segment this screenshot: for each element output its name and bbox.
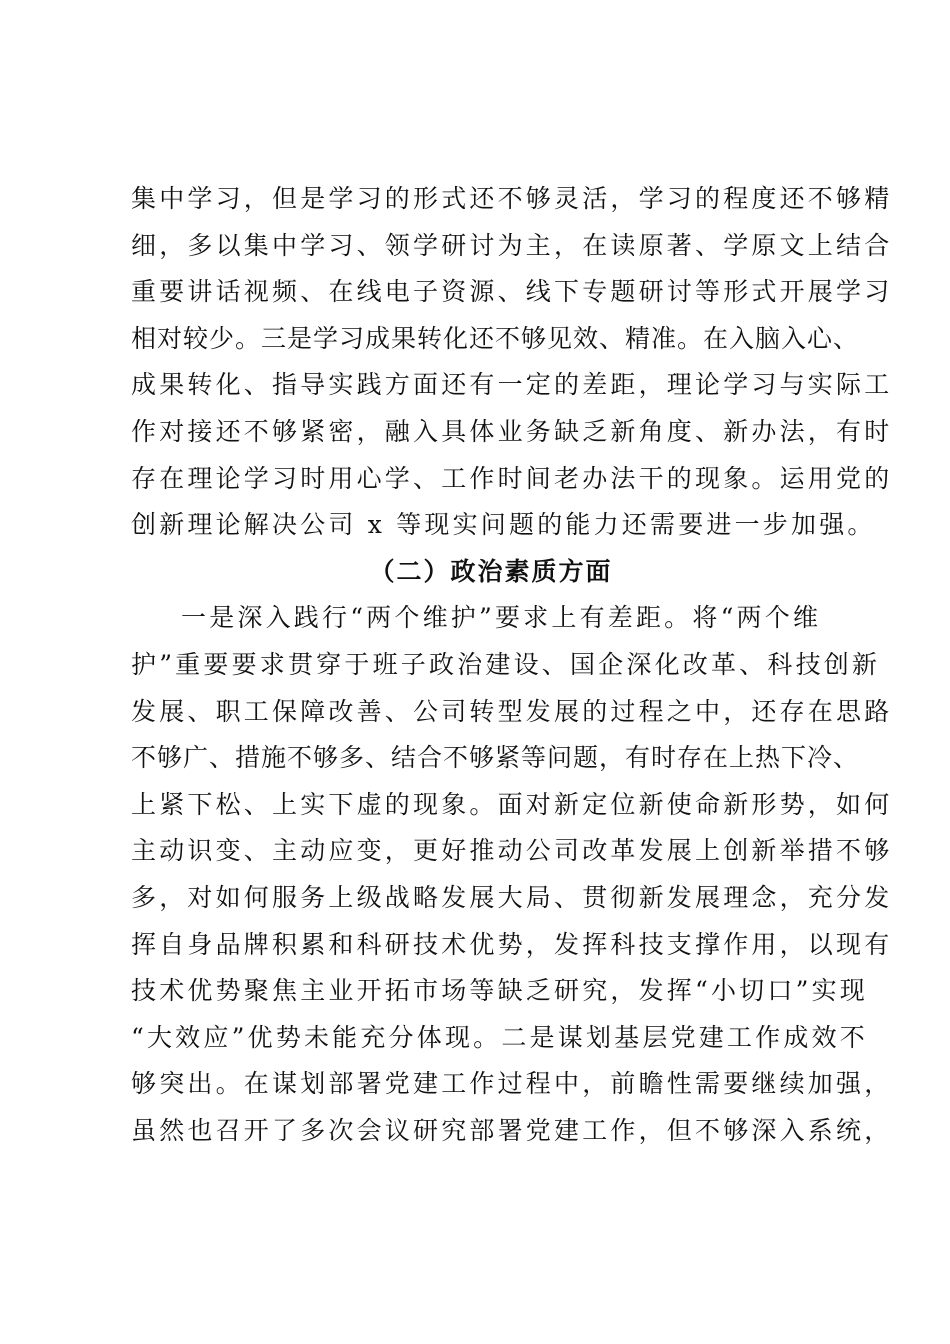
- document-body: [131, 176, 893, 1154]
- text-line: 发展、职工保障改善、公司转型发展的过程之中，还存在思路: [131, 696, 893, 726]
- text-line: 集中学习，但是学习的形式还不够灵活，学习的程度还不够精: [131, 184, 893, 213]
- text-line: 存在理论学习时用心学、工作时间老办法干的现象。运用党的: [131, 463, 893, 493]
- text-line: 成果转化、指导实践方面还有一定的差距，理论学习与实际工: [131, 370, 893, 400]
- text-line: 护”重要要求贯穿于班子政治建设、国企深化改革、科技创新: [131, 649, 881, 679]
- text-line: 多，对如何服务上级战略发展大局、贯彻新发展理念，充分发: [131, 882, 893, 912]
- text-line: 细，多以集中学习、领学研讨为主，在读原著、学原文上结合: [131, 230, 893, 260]
- text-line: “大效应”优势未能充分体现。二是谋划基层党建工作成效不: [131, 1022, 868, 1052]
- text-line: 相对较少。三是学习成果转化还不够见效、精准。在入脑入心、: [131, 323, 860, 353]
- text-line: 创新理论解决公司 x 等现实问题的能力还需要进一步加强。: [131, 510, 876, 540]
- paragraph-2: [131, 595, 893, 1154]
- text-line: 重要讲话视频、在线电子资源、线下专题研讨等形式开展学习: [131, 277, 893, 307]
- text-line: 技术优势聚焦主业开拓市场等缺乏研究，发挥“小切口”实现: [131, 976, 868, 1006]
- text-line: 不够广、措施不够多、结合不够紧等问题，有时存在上热下冷、: [131, 743, 860, 773]
- section-heading: （二）政治素质方面: [369, 556, 613, 586]
- text-line: 虽然也召开了多次会议研究部署党建工作，但不够深入系统，: [131, 1115, 893, 1145]
- text-line: 挥自身品牌积累和科研技术优势，发挥科技支撑作用，以现有: [131, 929, 893, 959]
- text-line: 一是深入践行“两个维护”要求上有差距。将“两个维: [181, 603, 822, 633]
- text-line: 上紧下松、上实下虚的现象。面对新定位新使命新形势，如何: [131, 789, 893, 819]
- text-line: 够突出。在谋划部署党建工作过程中，前瞻性需要继续加强，: [131, 1069, 893, 1099]
- text-line: 作对接还不够紧密，融入具体业务缺乏新角度、新办法，有时: [131, 416, 893, 446]
- text-line: 主动识变、主动应变，更好推动公司改革发展上创新举措不够: [131, 836, 893, 866]
- paragraph-1: [131, 176, 893, 549]
